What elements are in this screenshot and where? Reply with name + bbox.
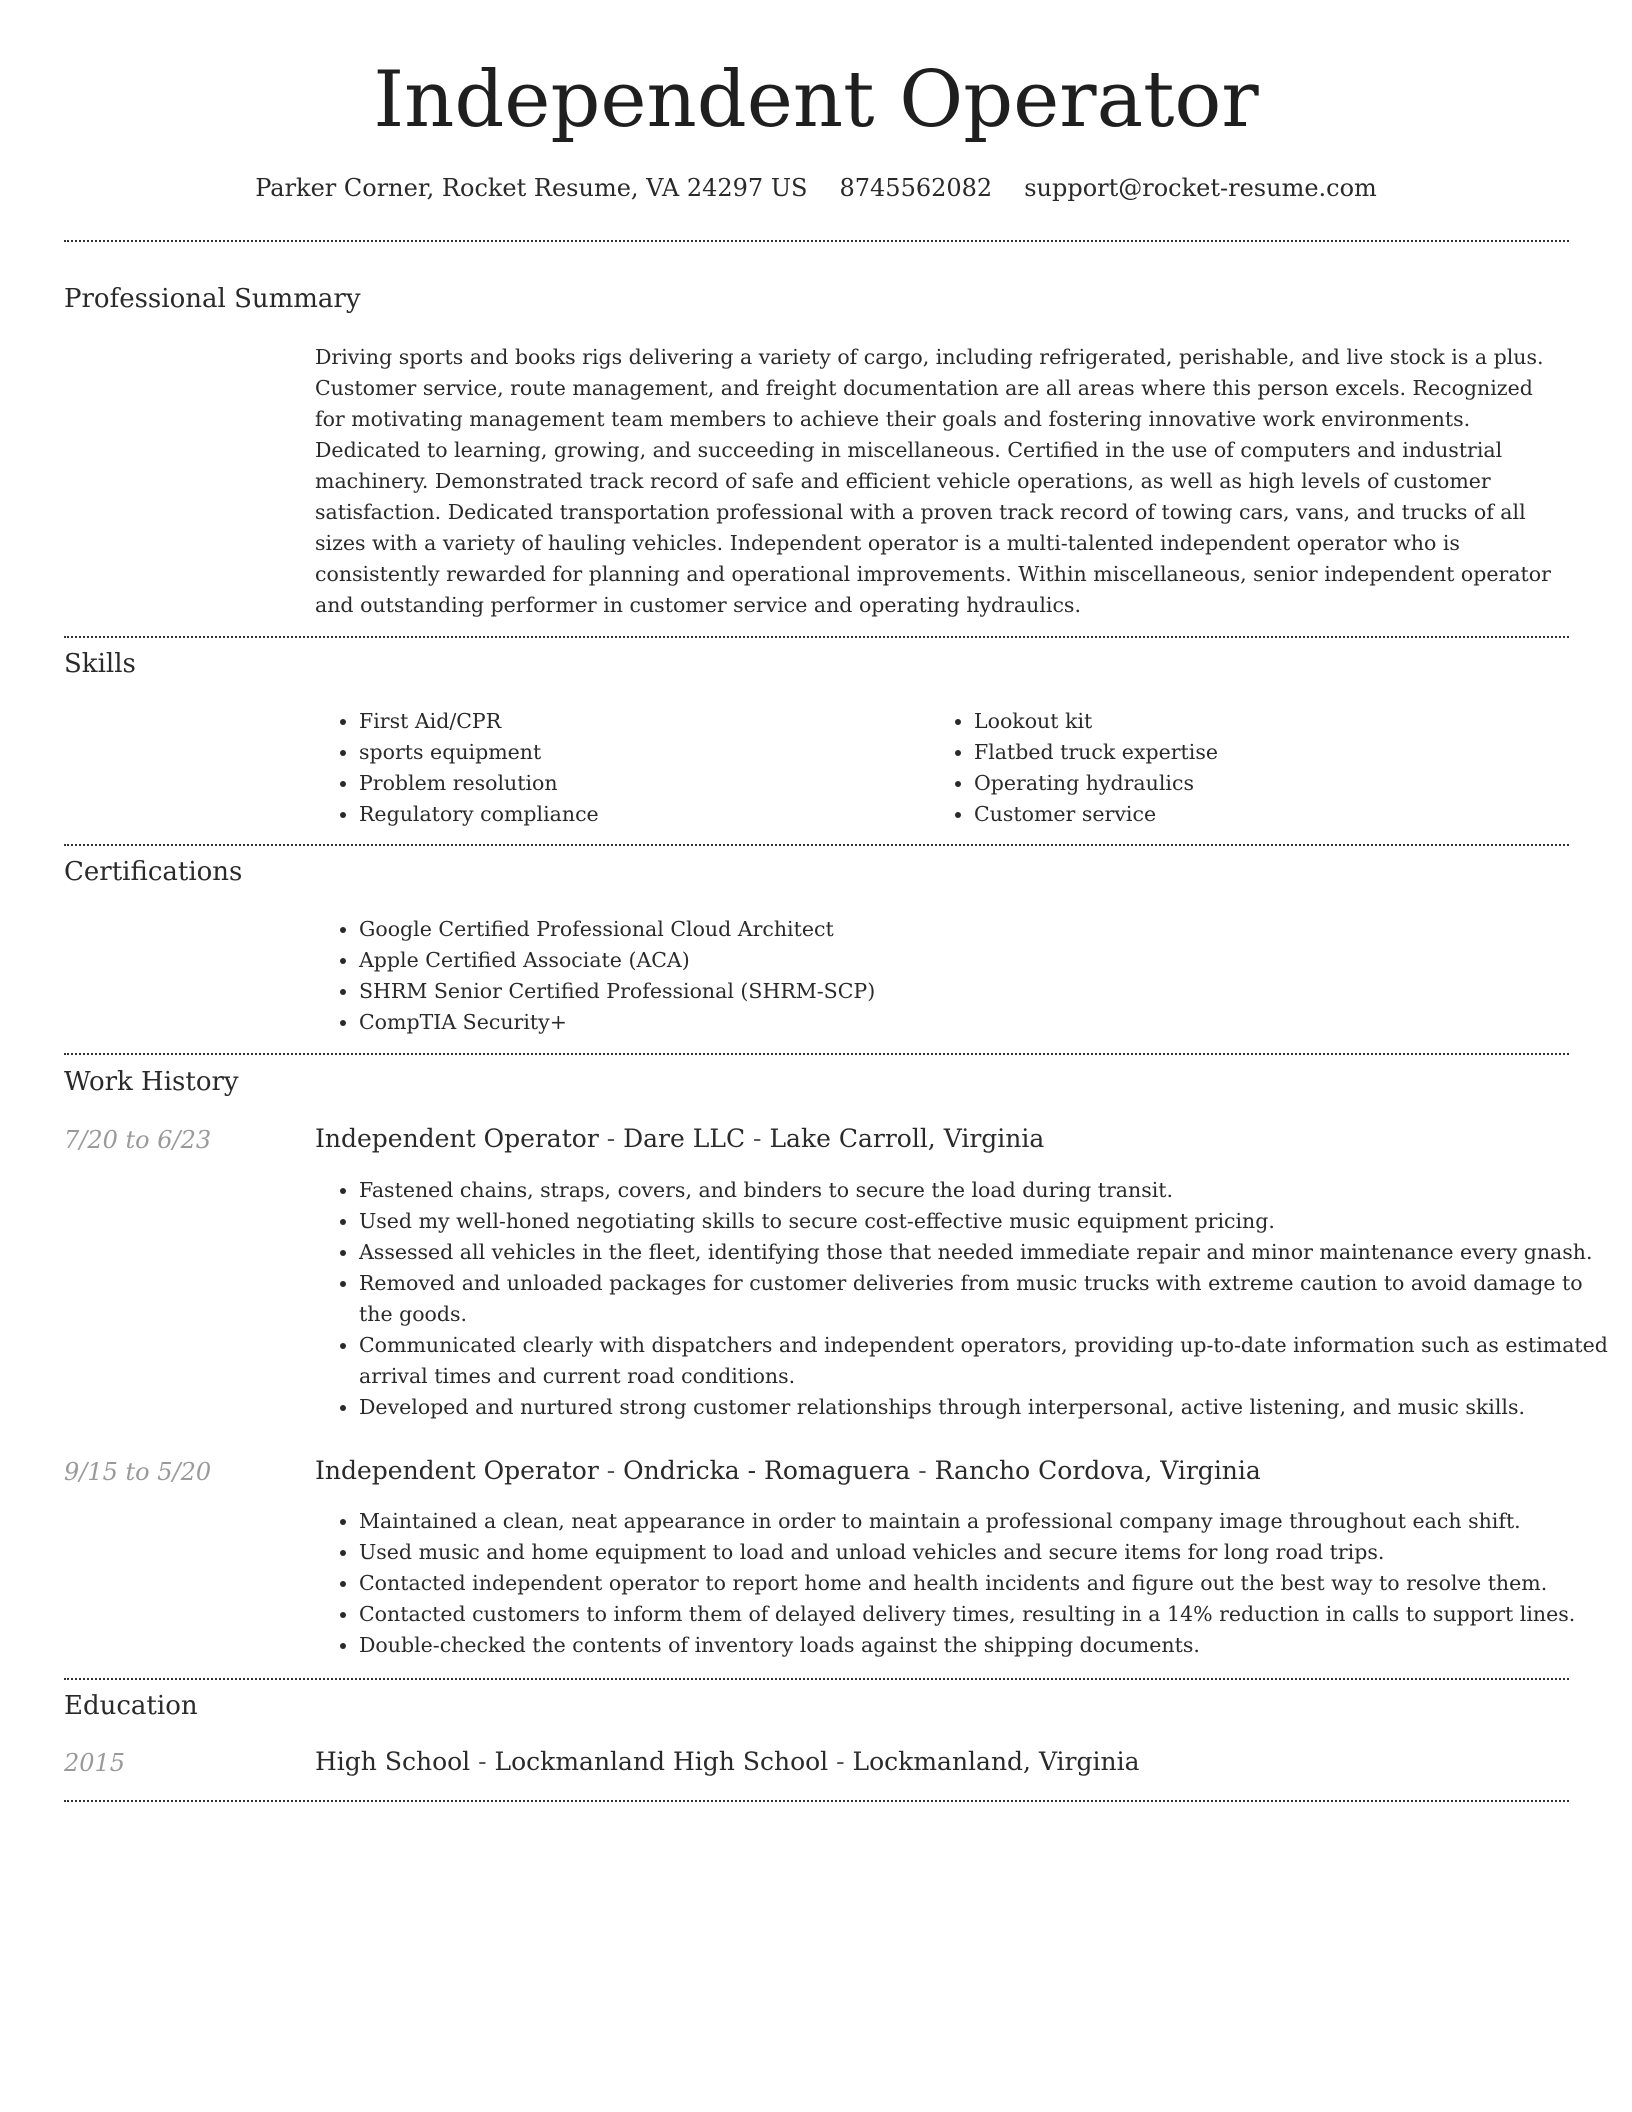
job-role: Independent Operator [315, 1456, 599, 1485]
skill-item: • First Aid/CPR [359, 706, 599, 737]
heading-separator: - [598, 1456, 624, 1485]
divider [64, 1678, 1569, 1680]
divider [64, 844, 1569, 846]
education-school: Lockmanland High School [494, 1747, 829, 1776]
skill-item: • Operating hydraulics [974, 768, 1218, 799]
education-location: Lockmanland, Virginia [852, 1747, 1140, 1776]
skill-item: • Lookout kit [974, 706, 1218, 737]
skill-item: • Customer service [974, 799, 1218, 830]
section-title-education: Education [64, 1691, 198, 1721]
contact-email: support@rocket-resume.com [1024, 174, 1377, 202]
section-title-skills: Skills [64, 649, 136, 679]
contact-phone: 8745562082 [839, 174, 993, 202]
job-bullets [315, 1506, 1613, 1661]
heading-separator: - [745, 1124, 770, 1153]
education-heading [315, 1746, 1140, 1778]
skill-item: • Problem resolution [359, 768, 599, 799]
contact-address: Parker Corner, Rocket Resume, VA 24297 US [255, 174, 808, 202]
job-bullet: • Developed and nurtured strong customer relationships through interpersonal, active listening, and music skills. [359, 1392, 1613, 1423]
education-date: 2015 [64, 1749, 126, 1777]
heading-separator: - [910, 1456, 935, 1485]
job-location: Lake Carroll, Virginia [769, 1124, 1045, 1153]
job-bullet: • Fastened chains, straps, covers, and binders to secure the load during transit. [359, 1175, 1613, 1206]
skill-item: • Regulatory compliance [359, 799, 599, 830]
job-bullet: • Used my well-honed negotiating skills to secure cost-effective music equipment pricing. [359, 1206, 1613, 1237]
job-dates: 7/20 to 6/23 [64, 1126, 212, 1154]
certification-item: • CompTIA Security+ [359, 1007, 875, 1038]
job-role: Independent Operator [315, 1124, 599, 1153]
job-location: Rancho Cordova, Virginia [934, 1456, 1261, 1485]
job-bullet: • Maintained a clean, neat appearance in order to maintain a professional company image throughout each shift. [359, 1506, 1613, 1537]
job-bullet: • Removed and unloaded packages for customer deliveries from music trucks with extreme caution to avoid damage to the goods. [359, 1268, 1613, 1330]
certification-item: • Google Certified Professional Cloud Architect [359, 914, 875, 945]
job-bullets [315, 1175, 1613, 1423]
divider [64, 636, 1569, 638]
job-company: Dare LLC [623, 1124, 746, 1153]
section-title-work-history: Work History [64, 1067, 239, 1097]
contact-line [0, 172, 1632, 204]
skill-item: • Flatbed truck expertise [974, 737, 1218, 768]
certifications-list [315, 914, 875, 1038]
job-bullet: • Contacted independent operator to report home and health incidents and figure out the best way to resolve them. [359, 1568, 1613, 1599]
job-bullet: • Assessed all vehicles in the fleet, identifying those that needed immediate repair and minor maintenance every gnash. [359, 1237, 1613, 1268]
certification-item: • SHRM Senior Certified Professional (SHRM-SCP) [359, 976, 875, 1007]
job-bullet: • Double-checked the contents of inventory loads against the shipping documents. [359, 1630, 1613, 1661]
heading-separator: - [828, 1747, 853, 1776]
job-heading [315, 1455, 1261, 1487]
divider [64, 240, 1569, 242]
section-title-certifications: Certifications [64, 857, 243, 887]
heading-separator: - [598, 1124, 624, 1153]
job-company: Ondricka - Romaguera [623, 1456, 911, 1485]
resume-name: Independent Operator [373, 55, 1259, 145]
skills-list-right [930, 706, 1218, 830]
skills-list-left [315, 706, 599, 830]
divider [64, 1800, 1569, 1802]
job-bullet: • Used music and home equipment to load and unload vehicles and secure items for long road trips. [359, 1537, 1613, 1568]
job-bullet: • Contacted customers to inform them of delayed delivery times, resulting in a 14% reduction in calls to support lines. [359, 1599, 1613, 1630]
certification-item: • Apple Certified Associate (ACA) [359, 945, 875, 976]
skill-item: • sports equipment [359, 737, 599, 768]
job-heading [315, 1123, 1044, 1155]
job-bullet: • Communicated clearly with dispatchers and independent operators, providing up-to-date information such as estimated arrival times and current road conditions. [359, 1330, 1613, 1392]
divider [64, 1053, 1569, 1055]
heading-separator: - [470, 1747, 495, 1776]
job-dates: 9/15 to 5/20 [64, 1458, 212, 1486]
education-degree: High School [315, 1747, 471, 1776]
section-title-summary: Professional Summary [64, 284, 361, 314]
summary-text: Driving sports and books rigs delivering a variety of cargo, including refrigerated, perishable, and live stock is a plus. Customer service, route management, and freight documentation are all areas where this person excels. Recognized for motivating management team members to achieve their goals and fostering innovative work environments. Dedicated to learning, growing, and succeeding in miscellaneous. Certified in the use of computers and industrial machinery. Demonstrated track record of safe and efficient vehicle operations, as well as high levels of customer satisfaction. Dedicated transportation professional with a proven track record of towing cars, vans, and trucks of all sizes with a variety of hauling vehicles. Independent operator is a multi-talented independent operator who is consistently rewarded for planning and operational improvements. Within miscellaneous, senior independent operator and outstanding performer in customer service and operating hydraulics. [315, 345, 1551, 617]
